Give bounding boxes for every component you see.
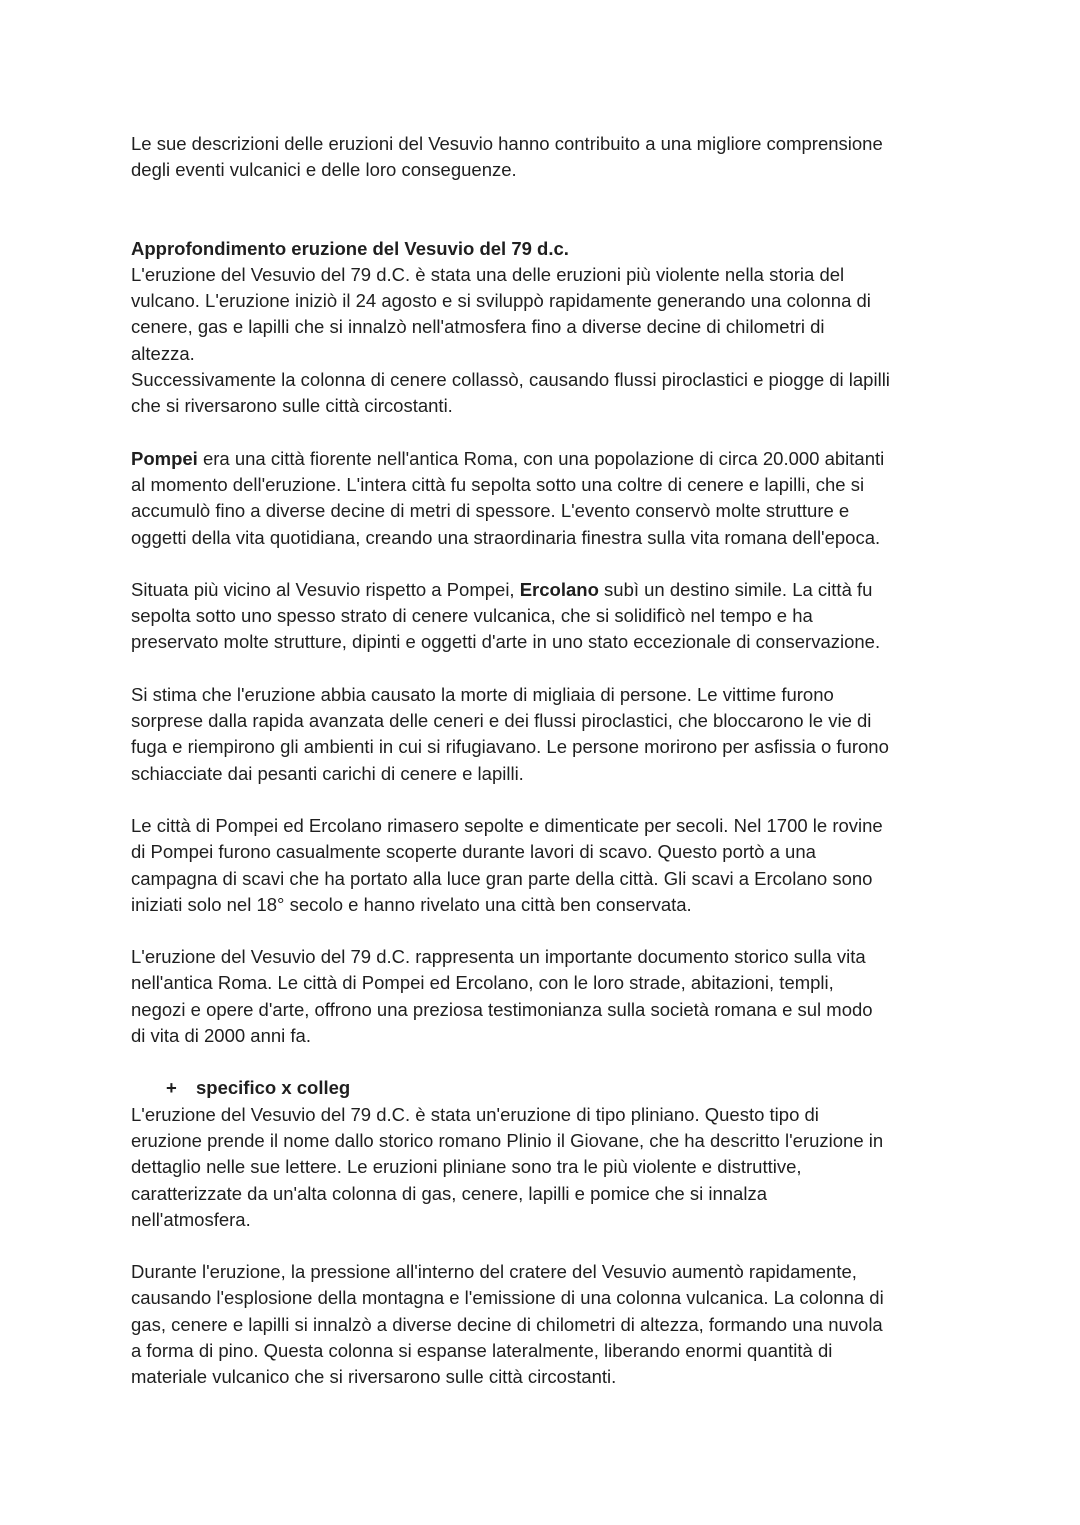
spacer — [131, 1233, 961, 1259]
bullet-item — [166, 1075, 961, 1101]
spacer — [131, 787, 961, 813]
ercolano-bold: Ercolano — [519, 578, 599, 600]
spacer — [131, 184, 961, 236]
discovery-paragraph: Le città di Pompei ed Ercolano rimasero sepolte e dimenticate per secoli. Nel 1700 le rovine di Pompei furono casualmente scoperte durante lavori di scavo. Questo portò a una campagna di scavi che ha portato alla luce gran parte della città. Gli scavi a Ercolano sono iniziati solo nel 18° secolo e hanno rivelato una città ben conservata. — [131, 814, 883, 915]
eruption-paragraph: L'eruzione del Vesuvio del 79 d.C. è stata una delle eruzioni più violente nella storia del vulcano. L'eruzione iniziò il 24 agosto e si sviluppò rapidamente generando una colonna di cenere, gas e lapilli che si innalzò nell'atmosfera fino a diverse decine di chilometri di altezza. Successivamente la colonna di cenere collassò, causando flussi piroclastici e piogge di lapilli che si riversarono sulle città circostanti. — [131, 263, 890, 417]
pompei-text: era una città fiorente nell'antica Roma, con una popolazione di circa 20.000 abitanti al momento dell'eruzione. L'intera città fu sepolta sotto una coltre di cenere e lapilli, che si accumulò fino a diverse decine di metri di spessore. L'evento conservò molte strutture e oggetti della vita quotidiana, creando una straordinaria finestra sulla vita romana dell'epoca. — [131, 447, 885, 548]
spacer — [131, 420, 961, 446]
bullet-label: specifico x colleg — [196, 1077, 351, 1099]
spacer — [131, 551, 961, 577]
pressure-paragraph: Durante l'eruzione, la pressione all'interno del cratere del Vesuvio aumentò rapidamente, causando l'esplosione della montagna e l'emissione di una colonna vulcanica. La colonna di gas, cenere e lapilli si innalzò a diverse decine di chilometri di altezza, formando una nuvola a forma di pino. Questa colonna si espanse lateralmente, liberando enormi quantità di materiale vulcanico che si riversarono sulle città circostanti. — [131, 1261, 884, 1388]
intro-paragraph: Le sue descrizioni delle eruzioni del Vesuvio hanno contribuito a una migliore comprensione degli eventi vulcanici e delle loro conseguenze. — [131, 133, 883, 181]
pompei-paragraph — [131, 446, 961, 551]
section-title: Approfondimento eruzione del Vesuvio del 79 d.c. — [131, 237, 569, 259]
spacer — [131, 656, 961, 682]
document-page — [131, 131, 961, 1391]
ercolano-paragraph — [131, 577, 961, 656]
spacer — [131, 1049, 961, 1075]
importance-paragraph: L'eruzione del Vesuvio del 79 d.C. rappresenta un importante documento storico sulla vita nell'antica Roma. Le città di Pompei ed Ercolano, con le loro strade, abitazioni, templi, negozi e opere d'arte, offrono una preziosa testimonianza sulla società romana e sul modo di vita di 2000 anni fa. — [131, 946, 873, 1047]
ercolano-text-after: subì un destino simile. La città fu sepolta sotto uno spesso strato di cenere vulcanica, che si solidificò nel tempo e ha preservato molte strutture, dipinti e oggetti d'arte in uno stato eccezionale di conservazione. — [131, 578, 881, 653]
victims-paragraph: Si stima che l'eruzione abbia causato la morte di migliaia di persone. Le vittime furono sorprese dalla rapida avanzata delle ceneri e dei flussi piroclastici, che bloccarono le vie di fuga e riempirono gli ambienti in cui si rifugiavano. Le persone morirono per asfissia o furono schiacciate dai pesanti carichi di cenere e lapilli. — [131, 683, 889, 784]
ercolano-text-before: Situata più vicino al Vesuvio rispetto a Pompei, — [131, 578, 520, 600]
plus-bullet-icon: + — [166, 1077, 177, 1099]
plinian-paragraph: L'eruzione del Vesuvio del 79 d.C. è stata un'eruzione di tipo pliniano. Questo tipo di eruzione prende il nome dallo storico romano Plinio il Giovane, che ha descritto l'eruzione in dettaglio nelle sue lettere. Le eruzioni pliniane sono tra le più violente e distruttive, caratterizzate da un'alta colonna di gas, cenere, lapilli e pomice che si innalza nell'atmosfera. — [131, 1103, 884, 1230]
pompei-bold: Pompei — [131, 447, 198, 469]
spacer — [131, 918, 961, 944]
